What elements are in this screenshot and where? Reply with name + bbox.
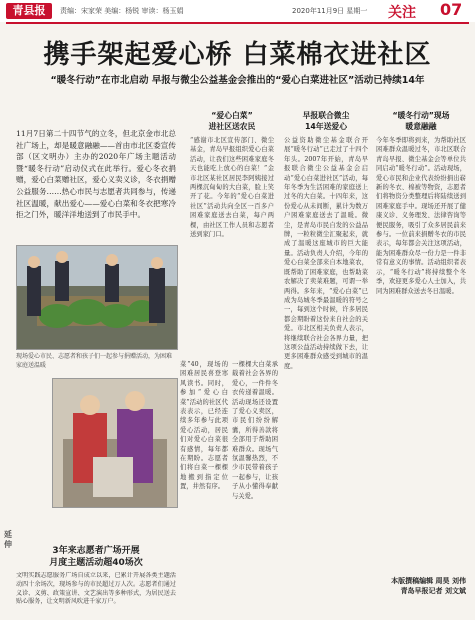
newspaper-logo: 青县报: [6, 3, 52, 19]
intro-paragraph: 11月7日第二十四节气的立冬，但北京金市北总社广场上，却是暖意融融——首由市北区委宣传部（区文明办）主办的2020年广场主题活动暨“暖冬行动”启动仪式在此举行。爱心冬衣捐赠，爱心白菜赠社区，爱心义卖义诊，冬衣捐赠公益服务……热心市民与志愿者共同参与，传递社区温暖，献出爱心——爱心白菜和冬衣把寒冷拒之门外，暖洋洋地送到了市民手中。: [16, 129, 176, 220]
subsection-head-3: “暖冬行动”现场 暖意融融: [392, 111, 450, 131]
subsection-head-2: 早报联合微尘 14年送爱心: [302, 111, 350, 131]
column-c1: “感谢市北区宣传部门、微尘基金，青岛早报组织爱心白菜活动，让我们这些困难家庭冬天也能吃上放心的白菜！”金市北区某社区居民李阿姨接过两棵沉甸甸的大白菜，脸上笑开了花。今年的“爱心白菜进社区”活动共向全区一百多户困难家庭送去白菜，每户两棵，由社区工作人员和志愿者送到家门口。: [190, 137, 274, 239]
event-photo: [16, 245, 178, 350]
editors-line: 责编：宋家荣 美编：杨锐 审读：杨玉娟: [60, 7, 184, 15]
header-rule: [6, 22, 469, 24]
side-tag: 延伸: [4, 530, 12, 549]
section2-body: 文明实践志愿服务广场自成立以来，已累计开展各类主题活动四十余场次，现场参与的市民超过万人次。志愿者们通过义诊、义剪、政策宣讲、文艺演出等多种形式，为居民送去贴心服务，让文明新风吹进千家万户。: [16, 572, 176, 606]
column-c2: 公益资助微尘基金联合开展“暖冬行动”已走过了十四个年头。2007年开始，青岛早报联合微尘公益基金会启动“爱心白菜进社区”活动，每年冬季为生活困难的家庭送上过冬的大白菜。十四年来，这份爱心从未间断，累计为数万户困难家庭送去了温暖。微尘，是青岛市民自发的公益品牌，一粒粒微尘汇聚起来，就成了温暖这座城市的巨大能量。活动负责人介绍，今年的爱心白菜全部来自本地菜农，既帮助了困难家庭，也帮助菜农解决了卖菜难题，可谓一举两得。多年来，“爱心白菜”已成为岛城冬季最温暖的符号之一，每到这个时候，许多居民都会期盼着这份来自社会的关爱。市北区相关负责人表示，将继续联合社会各界力量，把这项公益活动持续做下去，让更多困难群众感受到城市的温度。: [284, 137, 368, 370]
headline: 携手架起爱心桥 白菜棉衣进社区: [43, 40, 432, 70]
column-c1b: 一棵棵大白菜承载着社会各界的爱心，一件件冬衣传递着温暖。活动现场还设置了爱心义卖区，市民们纷纷解囊，所得善款将全部用于帮助困难群众。现场气氛温馨热烈，不少市民带着孩子一起参与，让孩子从小懂得奉献与关爱。: [232, 361, 278, 500]
byline: 本版撰稿编辑 周昊 刘伟 青岛早报记者 刘文斌: [391, 577, 466, 595]
masthead: [0, 0, 475, 22]
subsection-head-1: “爱心白菜” 进社区送农民: [208, 111, 256, 131]
subheadline: “暖冬行动”在市北启动 早报与微尘公益基金会推出的“爱心白菜进社区”活动已持续14年: [50, 75, 425, 86]
section-label: 关注: [388, 5, 416, 21]
issue-date: 2020年11月9日 星期一: [292, 7, 368, 15]
column-c3: 今年冬季即将到来，为帮助社区困难群众温暖过冬，市北区联合青岛早报、微尘基金会等单位共同启动“暖冬行动”。活动现场，爱心市民和企业代表纷纷捐出崭新的冬衣、棉被等物资，志愿者们将物资分类整理后将陆续送到困难家庭手中。现场还开展了健康义诊、义务理发、法律咨询等便民服务，吸引了众多居民前来参与。一位前来捐赠冬衣的市民表示，每年都会关注这项活动，能为困难群众尽一份力是一件非常有意义的事情。活动组织者表示，“暖冬行动”将持续整个冬季，欢迎更多爱心人士加入，共同为困难群众送去冬日温暖。: [376, 137, 466, 295]
page-number: 07: [440, 0, 463, 19]
section2-title: 3年来志愿者广场开展 月度主题活动超40场次: [49, 546, 143, 568]
volunteer-photo: [52, 378, 178, 508]
photo-caption: 现场爱心市民、志愿者和孩子们一起参与捐赠活动，为困难家庭送温暖: [16, 353, 173, 369]
column-b: 菜”40，现场的困难居民喜登寒风读书。同时，参加“爱心白菜”活动的社区代表表示，已经连续多年参与此项爱心活动，居民们对爱心白菜很有感情，每年都在期盼。志愿者们将白菜一棵棵地搬到指定位置，井然有序。: [180, 361, 228, 491]
